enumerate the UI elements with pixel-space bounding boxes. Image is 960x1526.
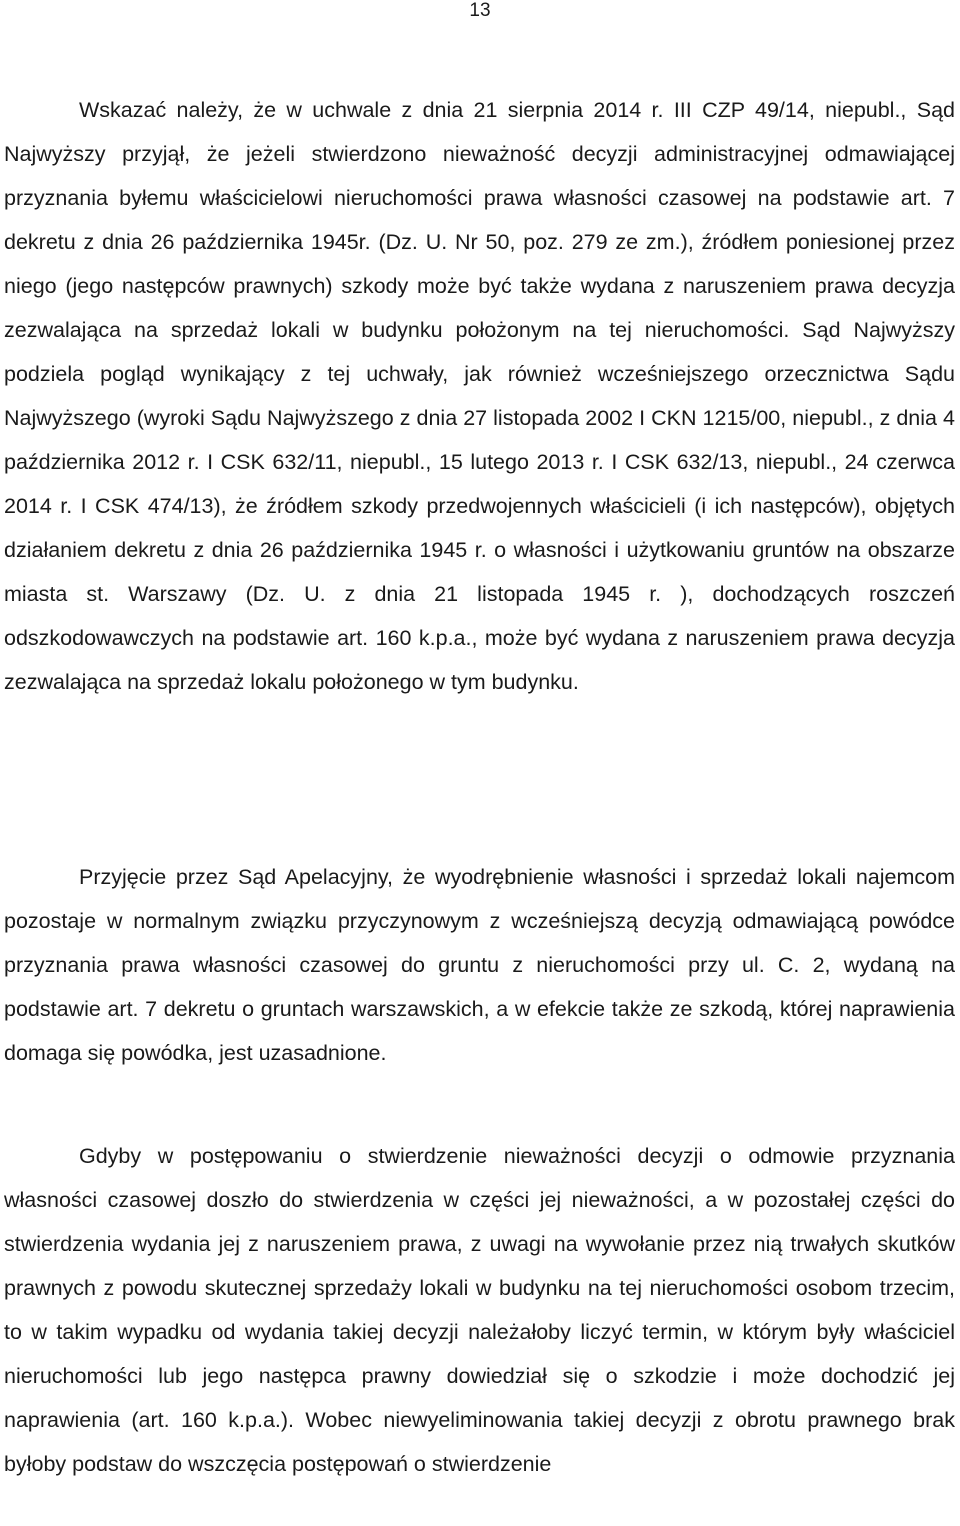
page-number: 13: [469, 0, 491, 21]
paragraph-appeal-court-finding: Przyjęcie przez Sąd Apelacyjny, że wyodrębnienie własności i sprzedaż lokali najemcom pozostaje w normalnym związku przyczynowym z wcześniejszą decyzją odmawiającą powódce przyznania prawa własności czasowej do gruntu z nieruchomości przy ul. C. 2, wydaną na podstawie art. 7 dekretu o gruntach warszawskich, a w efekcie także ze szkodą, której naprawienia domaga się powódka, jest uzasadnione.: [4, 865, 955, 1065]
paragraph-resolution-reference: Wskazać należy, że w uchwale z dnia 21 sierpnia 2014 r. III CZP 49/14, niepubl., Sąd Najwyższy przyjął, że jeżeli stwierdzono nieważność decyzji administracyjnej odmawiającej przyznania byłemu właścicielowi nieruchomości prawa własności czasowej na podstawie art. 7 dekretu z dnia 26 października 1945r. (Dz. U. Nr 50, poz. 279 ze zm.), źródłem poniesionej przez niego (jego następców prawnych) szkody może być także wydana z naruszeniem prawa decyzja zezwalająca na sprzedaż lokali w budynku położonym na tej nieruchomości. Sąd Najwyższy podziela pogląd wynikający z tej uchwały, jak również wcześniejszego orzecznictwa Sądu Najwyższego (wyroki Sądu Najwyższego z dnia 27 listopada 2002 I CKN 1215/00, niepubl., z dnia 4 października 2012 r. I CSK 632/11, niepubl., 15 lutego 2013 r. I CSK 632/13, niepubl., 24 czerwca 2014 r. I CSK 474/13), że źródłem szkody przedwojennych właścicieli (i ich następców), objętych działaniem dekretu z dnia 26 października 1945 r. o własności i użytkowaniu gruntów na obszarze miasta st. Warszawy (Dz. U. z dnia 21 listopada 1945 r. ), dochodzących roszczeń odszkodowawczych na podstawie art. 160 k.p.a., może być wydana z naruszeniem prawa decyzja zezwalająca na sprzedaż lokalu położonego w tym budynku.: [4, 98, 955, 694]
paragraph-limitation-period: Gdyby w postępowaniu o stwierdzenie nieważności decyzji o odmowie przyznania własności czasowej doszło do stwierdzenia w części jej nieważności, a w pozostałej części do stwierdzenia wydania jej z naruszeniem prawa, z uwagi na wywołanie przez nią trwałych skutków prawnych z powodu skutecznej sprzedaży lokali w budynku na tej nieruchomości osobom trzecim, to w takim wypadku od wydania takiej decyzji należałoby liczyć termin, w którym były właściciel nieruchomości lub jego następca prawny dowiedział się o szkodzie i może dochodzić jej naprawienia (art. 160 k.p.a.). Wobec niewyeliminowania takiej decyzji z obrotu prawnego brak byłoby podstaw do wszczęcia postępowań o stwierdzenie: [4, 1144, 955, 1476]
